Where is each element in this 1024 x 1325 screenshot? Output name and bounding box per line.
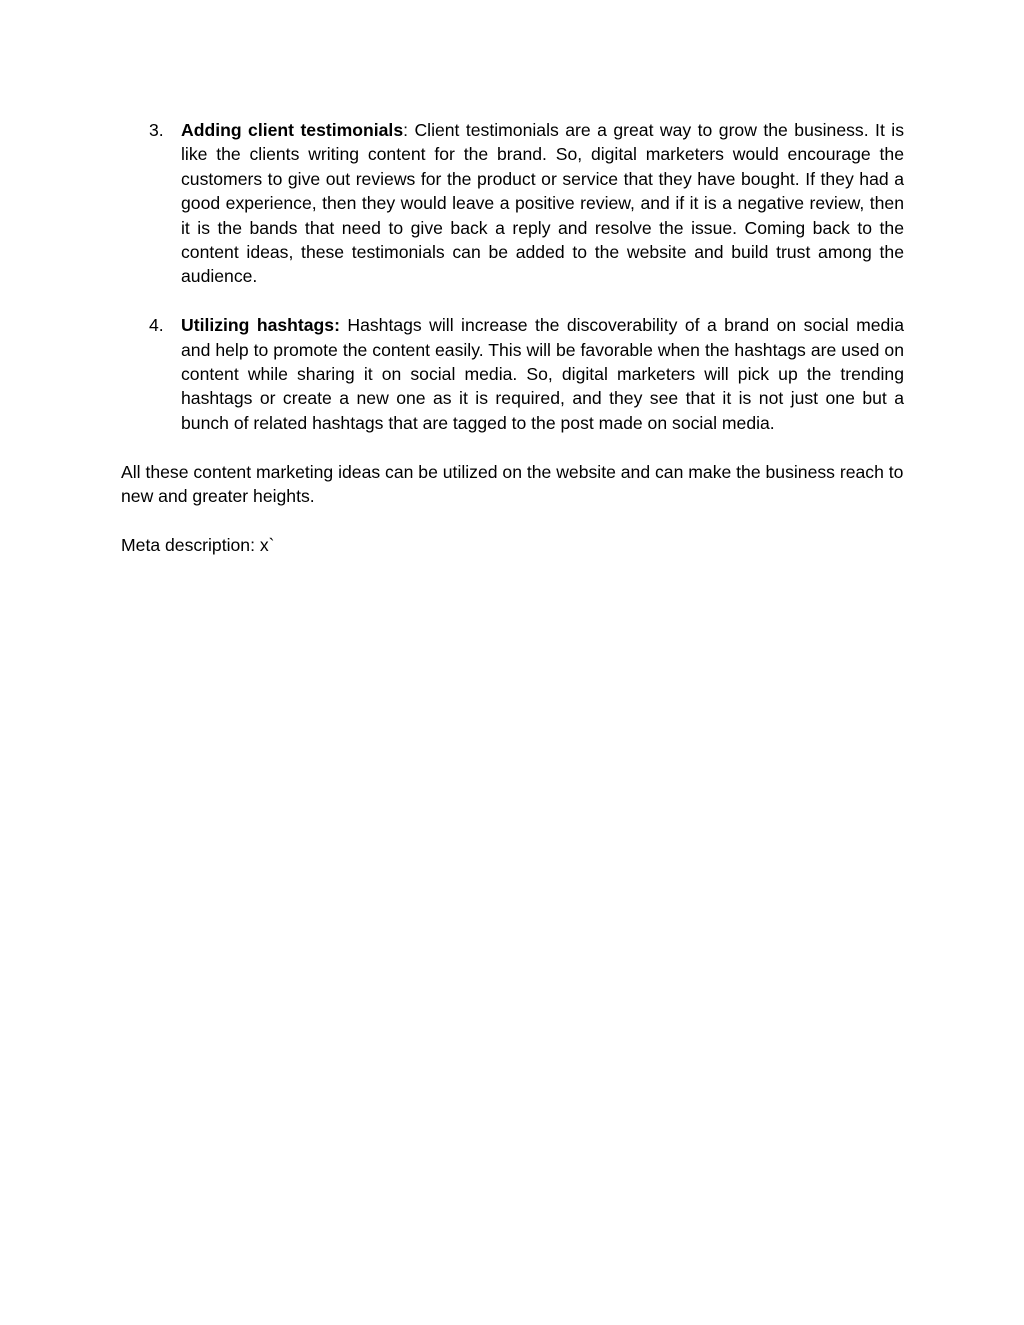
list-item-text: Client testimonials are a great way to grow the business. It is like the clients writing content for the brand. So, digital marketers would encourage the customers to give out reviews for the product or service that they have bought. If they had a good experience, then they would leave a positive review, and if it is a negative review, then it is the bands that need to give back a reply and resolve the issue. Coming back to the content ideas, these testimonials can be added to the website and build trust among the audience. — [181, 120, 904, 287]
conclusion-paragraph: All these content marketing ideas can be utilized on the website and can make the business reach to new and greater heights. — [121, 461, 904, 507]
list-number: 4. — [149, 315, 164, 336]
meta-description: Meta description: x` — [121, 534, 275, 555]
list-item-hashtags — [121, 313, 904, 435]
document-page — [121, 118, 904, 557]
list-item-term: Utilizing hashtags: — [181, 315, 340, 336]
list-number: 3. — [149, 120, 164, 140]
list-item-text: Hashtags will increase the discoverability of a brand on social media and help to promote the content easily. This will be favorable when the hashtags are used on content while sharing it on social media. So, digital marketers will pick up the trending hashtags or create a new one as it is required, and they see that it is not just one but a bunch of related hashtags that are tagged to the post made on social media. — [181, 315, 904, 433]
list-item-separator: : — [403, 120, 408, 140]
list-item-testimonials — [121, 118, 904, 289]
list-item-term: Adding client testimonials — [181, 120, 404, 140]
